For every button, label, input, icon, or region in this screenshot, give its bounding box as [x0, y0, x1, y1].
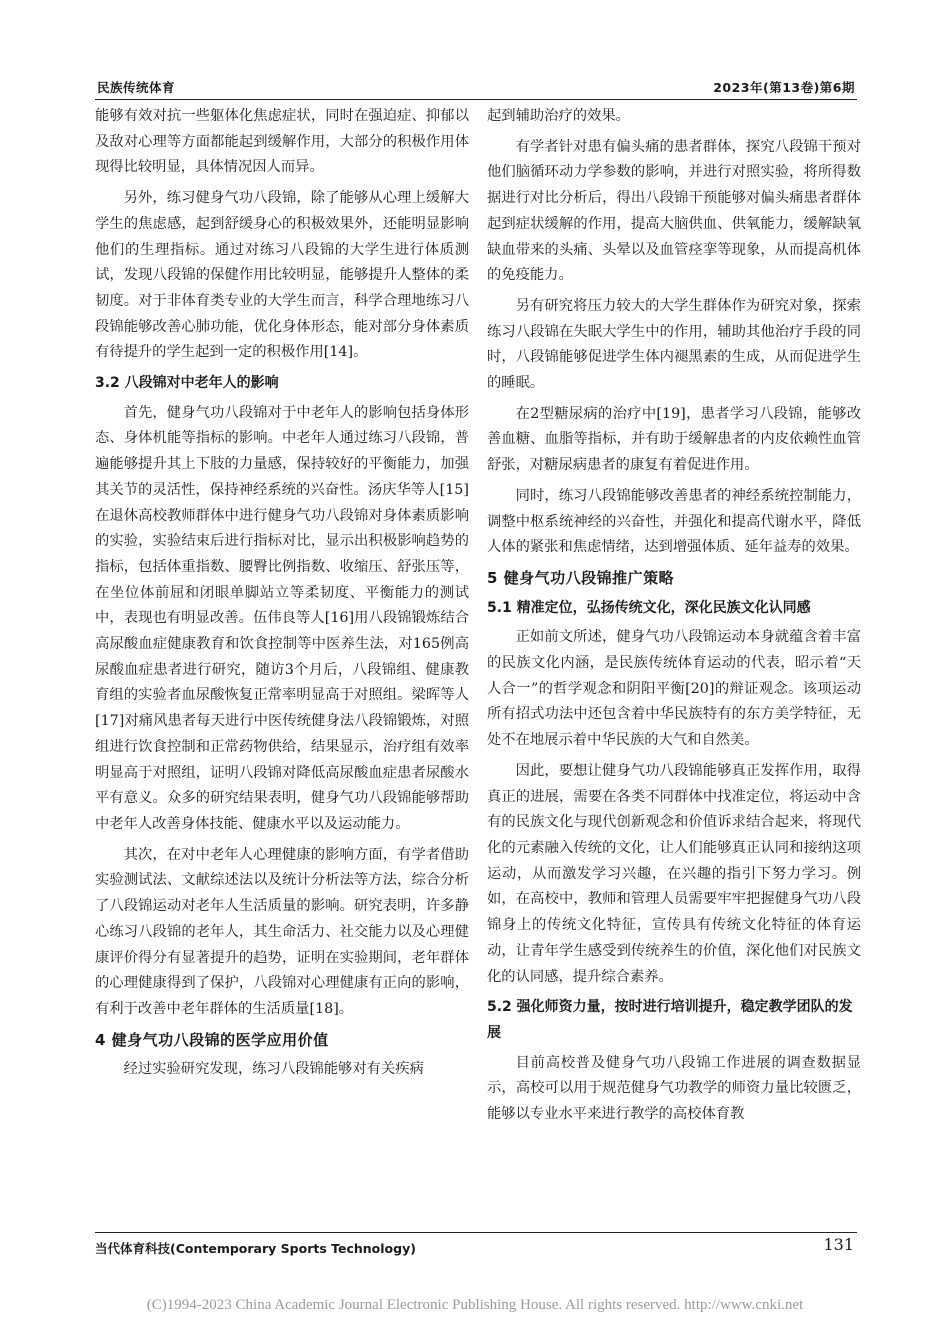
paragraph: 能够有效对抗一些躯体化焦虑症状，同时在强迫症、抑郁以及敌对心理等方面都能起到缓解作用，大部分的积极作用体现得比较明显，具体情况因人而异。 — [95, 108, 469, 176]
copyright-notice: (C)1994-2023 China Academic Journal Electronic Publishing House. All rights reserved. http://www.cnki.net — [146, 1297, 804, 1313]
paragraph: 目前高校普及健身气功八段锦工作进展的调查数据显示，高校可以用于规范健身气功教学的师资力量比较匮乏，能够以专业水平来进行教学的高校体育教 — [487, 1054, 861, 1123]
issue-header: 2023年(第13卷)第6期 — [713, 80, 855, 95]
header-rule — [95, 99, 857, 100]
paragraph: 另外，练习健身气功八段锦，除了能够从心理上缓解大学生的焦虑感，起到舒缓身心的积极效果外，还能明显影响他们的生理指标。通过对练习八段锦的大学生进行体质测试，发现八段锦的保健作用比较明显，能够提升人整体的柔韧度。对于非体育类专业的大学生而言，科学合理地练习八段锦能够改善心肺功能，优化身体形态，能对部分身体素质有待提升的学生起到一定的积极作用[14]。 — [95, 190, 469, 361]
section-heading-5-2: 5.2 强化师资力量，按时进行培训提升，稳定教学团队的发展 — [487, 999, 853, 1041]
paragraph: 经过实验研究发现，练习八段锦能够对有关疾病 — [123, 1061, 424, 1078]
section-heading-3-2: 3.2 八段锦对中老年人的影响 — [95, 375, 279, 392]
paragraph: 另有研究将压力较大的大学生群体作为研究对象，探索练习八段锦在失眠大学生中的作用，辅助其他治疗手段的同时，八段锦能够促进学生体内褪黑素的生成，从而促进学生的睡眠。 — [487, 297, 861, 392]
left-column — [95, 104, 469, 1088]
section-heading-5: 5 健身气功八段锦推广策略 — [487, 568, 675, 587]
right-column — [487, 104, 861, 1133]
paragraph: 首先，健身气功八段锦对于中老年人的影响包括身体形态、身体机能等指标的影响。中老年人通过练习八段锦，普遍能够提升其上下肢的力量感，保持较好的平衡能力，加强其关节的灵活性，保持神经系统的兴奋性。汤庆华等人[15]在退休高校教师群体中进行健身气功八段锦对身体素质影响的实验，实验结束后进行指标对比，显示出积极影响趋势的指标，包括体重指数、腰臀比例指数、收缩压、舒张压等，在坐位体前屈和闭眼单脚站立等柔韧度、平衡能力的测试中，表现也有明显改善。伍伟良等人[16]用八段锦锻炼结合高尿酸血症健康教育和饮食控制等中医养生法，对165例高尿酸血症患者进行研究，随访3个月后，八段锦组、健康教育组的实验者血尿酸恢复正常率明显高于对照组。梁晖等人[17]对痛风患者每天进行中医传统健身法八段锦锻炼，对照组进行饮食控制和正常药物供给，结果显示，治疗组有效率明显高于对照组，证明八段锦对降低高尿酸血症患者尿酸水平有意义。众多的研究结果表明，健身气功八段锦能够帮助中老年人改善身体技能、健康水平以及运动能力。 — [95, 404, 469, 832]
journal-name-header: 民族传统体育 — [97, 80, 176, 95]
page-number: 131 — [823, 1235, 854, 1254]
paragraph: 在2型糖尿病的治疗中[19]，患者学习八段锦，能够改善血糖、血脂等指标，并有助于缓解患者的内皮依赖性血管舒张，对糖尿病患者的康复有着促进作用。 — [487, 405, 861, 474]
journal-footer: 当代体育科技(Contemporary Sports Technology) — [95, 1241, 416, 1256]
paragraph: 有学者针对患有偏头痛的患者群体，探究八段锦干预对他们脑循环动力学参数的影响，并进行对照实验，将所得数据进行对比分析后，得出八段锦干预能够对偏头痛患者群体起到症状缓解的作用，提高大脑供血、供氧能力，缓解缺氧缺血带来的头痛、头晕以及血管痉挛等现象，从而提高机体的免疫能力。 — [487, 138, 861, 284]
paragraph: 起到辅助治疗的效果。 — [487, 108, 630, 124]
footer-rule — [95, 1232, 857, 1233]
paragraph: 因此，要想让健身气功八段锦能够真正发挥作用，取得真正的进展，需要在各类不同群体中找准定位，将运动中含有的民族文化与现代创新观念和价值诉求结合起来，将现代化的元素融入传统的文化，让人们能够真正认同和接纳这项运动，从而激发学习兴趣，在兴趣的指引下努力学习。例如，在高校中，教师和管理人员需要牢牢把握健身气功八段锦身上的传统文化特征，宣传具有传统文化特征的体育运动，让青年学生感受到传统养生的价值，深化他们对民族文化的认同感，提升综合素养。 — [487, 762, 861, 985]
paragraph: 同时，练习八段锦能够改善患者的神经系统控制能力，调整中枢系统神经的兴奋性，并强化和提高代谢水平，降低人体的紧张和焦虑情绪，达到增强体质、延年益寿的效果。 — [487, 487, 861, 556]
paragraph: 其次，在对中老年人心理健康的影响方面，有学者借助实验测试法、文献综述法以及统计分析法等方法，综合分析了八段锦运动对老年人生活质量的影响。研究表明，许多静心练习八段锦的老年人，其生命活力、社交能力以及心理健康评价得分有显著提升的趋势，证明在实验期间，老年群体的心理健康得到了保护，八段锦对心理健康有正向的影响，有利于改善中老年群体的生活质量[18]。 — [95, 846, 469, 1017]
paragraph: 正如前文所述，健身气功八段锦运动本身就蕴含着丰富的民族文化内涵，是民族传统体育运动的代表，昭示着“天人合一”的哲学观念和阴阳平衡[20]的辩证观念。该项运动所有招式功法中还包含着中华民族特有的东方美学特征，无处不在地展示着中华民族的大气和自然美。 — [487, 629, 861, 749]
section-heading-4: 4 健身气功八段锦的医学应用价值 — [95, 1030, 329, 1049]
section-heading-5-1: 5.1 精准定位，弘扬传统文化，深化民族文化认同感 — [487, 599, 811, 616]
